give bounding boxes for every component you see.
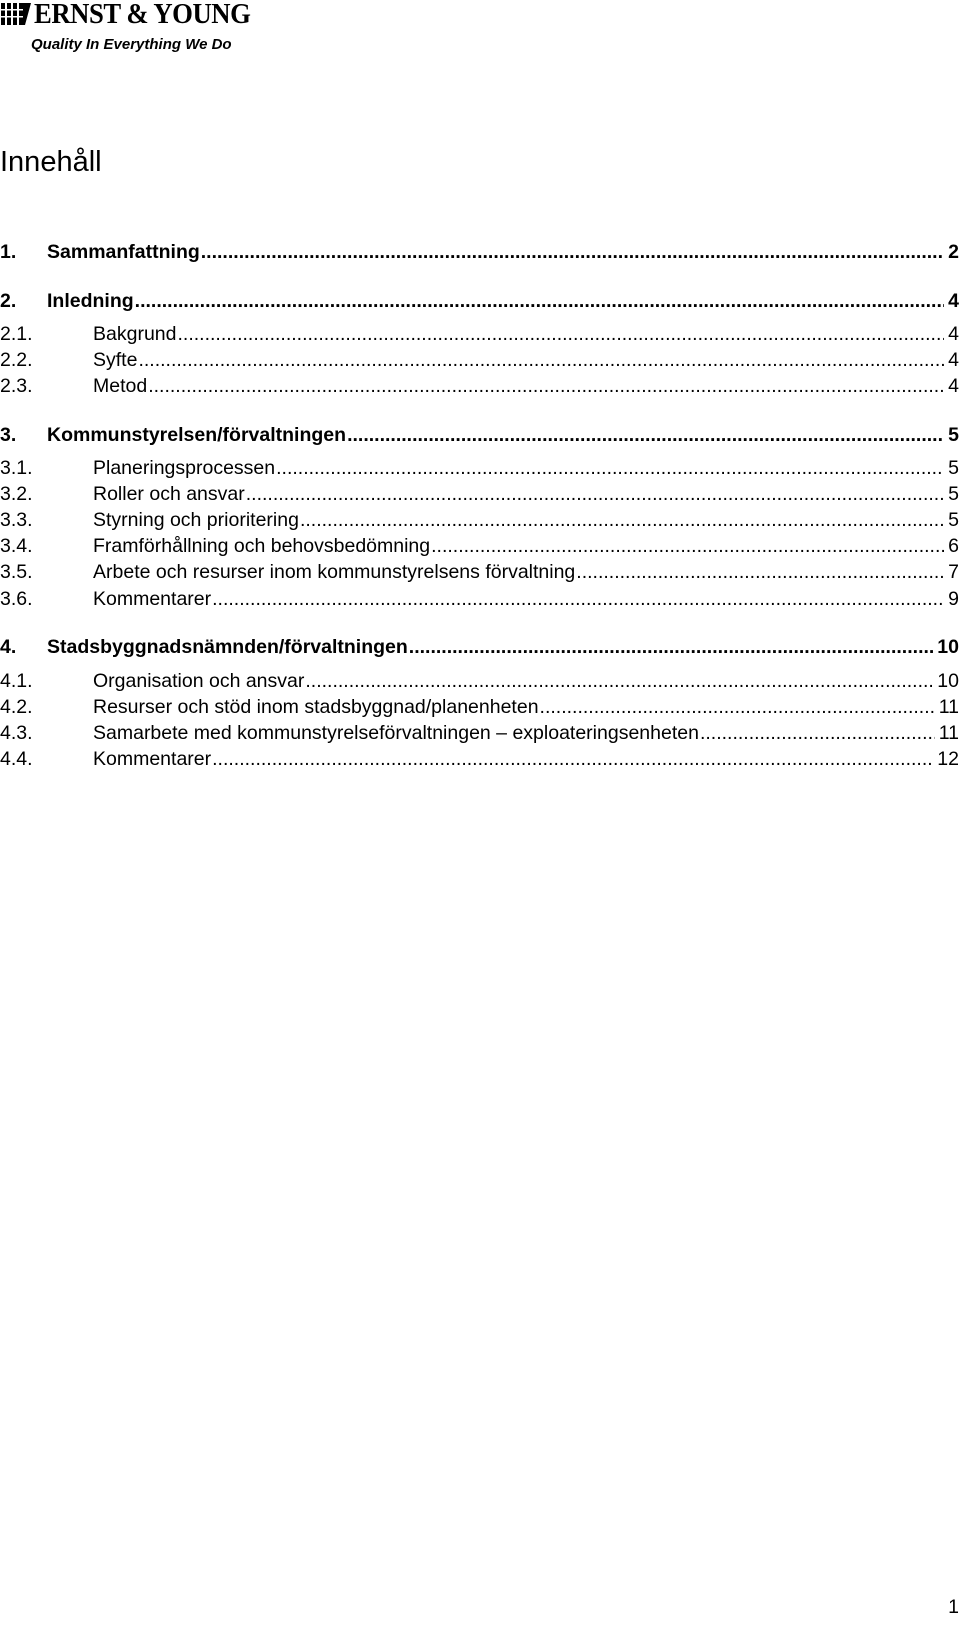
toc-dot-leader (276, 456, 944, 480)
toc-entry[interactable] (0, 482, 960, 506)
toc-entry-number: 3.2. (0, 483, 33, 505)
toc-entry-text (47, 635, 960, 659)
toc-entry-number: 3.1. (0, 457, 33, 479)
toc-entry-label: Metod (93, 375, 148, 397)
toc-dot-leader (431, 534, 944, 558)
toc-entry[interactable] (0, 289, 960, 313)
toc-entry-number: 2. (0, 290, 17, 312)
toc-entry-page: 9 (948, 588, 959, 610)
toc-entry-text (93, 695, 960, 719)
toc-entry-text (93, 456, 960, 480)
toc-dot-leader (148, 374, 944, 398)
toc-dot-leader (212, 587, 944, 611)
toc-entry-text (93, 508, 960, 532)
toc-entry-number: 4.4. (0, 748, 33, 770)
toc-entry[interactable] (0, 747, 960, 771)
toc-entry-page: 5 (948, 483, 959, 505)
toc-dot-leader (576, 560, 944, 584)
toc-entry[interactable] (0, 560, 960, 584)
toc-entry-number: 3.5. (0, 561, 33, 583)
toc-entry-text (93, 721, 960, 745)
toc-dot-leader (305, 669, 933, 693)
toc-entry-text (93, 374, 960, 398)
toc-entry-label: Sammanfattning (47, 241, 200, 263)
toc-entry-number: 3.6. (0, 588, 33, 610)
toc-entry-page: 4 (948, 323, 959, 345)
toc-dot-leader (700, 721, 935, 745)
toc-entry-label: Arbete och resurser inom kommunstyrelsens förvaltning (93, 561, 576, 583)
toc-entry-label: Styrning och prioritering (93, 509, 299, 531)
toc-entry-number: 3. (0, 424, 17, 446)
toc-entry-text (47, 423, 960, 447)
toc-dot-leader (135, 289, 944, 313)
toc-entry-text (93, 587, 960, 611)
toc-entry-text (47, 289, 960, 313)
ernst-young-logo (0, 0, 260, 60)
toc-entry-page: 10 (937, 636, 959, 658)
toc-dot-leader (246, 482, 944, 506)
toc-entry[interactable] (0, 669, 960, 693)
toc-entry-label: Inledning (47, 290, 134, 312)
toc-entry-text (93, 669, 960, 693)
toc-entry-label: Kommunstyrelsen/förvaltningen (47, 424, 347, 446)
toc-entry-number: 1. (0, 241, 17, 263)
toc-entry-number: 3.4. (0, 535, 33, 557)
brand-tagline: Quality In Everything We Do (31, 36, 232, 53)
toc-entry-text (93, 482, 960, 506)
toc-entry-page: 5 (948, 509, 959, 531)
toc-entry-number: 2.1. (0, 323, 33, 345)
toc-dot-leader (540, 695, 935, 719)
toc-entry-label: Kommentarer (93, 588, 212, 610)
toc-entry-page: 5 (948, 457, 959, 479)
toc-entry-text (93, 747, 960, 771)
toc-entry[interactable] (0, 240, 960, 264)
toc-entry-page: 7 (948, 561, 959, 583)
toc-entry-label: Planeringsprocessen (93, 457, 276, 479)
ernst-young-logo-mark-icon (1, 2, 31, 26)
page-number: 1 (948, 1596, 959, 1618)
toc-entry-label: Stadsbyggnadsnämnden/förvaltningen (47, 636, 408, 658)
toc-entry-page: 11 (938, 696, 959, 718)
toc-entry-page: 12 (937, 748, 959, 770)
toc-entry-label: Bakgrund (93, 323, 177, 345)
brand-name: ERNST & YOUNG (34, 0, 251, 30)
toc-entry-label: Syfte (93, 349, 138, 371)
toc-entry-label: Kommentarer (93, 748, 212, 770)
toc-entry-text (93, 534, 960, 558)
toc-entry-text (93, 322, 960, 346)
toc-entry-number: 2.2. (0, 349, 33, 371)
toc-entry-label: Resurser och stöd inom stadsbyggnad/planenheten (93, 696, 539, 718)
toc-dot-leader (212, 747, 933, 771)
toc-entry-page: 2 (948, 241, 959, 263)
toc-entry-page: 4 (948, 290, 959, 312)
toc-entry-label: Roller och ansvar (93, 483, 245, 505)
toc-entry[interactable] (0, 456, 960, 480)
toc-dot-leader (138, 348, 944, 372)
toc-entry-label: Organisation och ansvar (93, 670, 305, 692)
toc-entry-number: 3.3. (0, 509, 33, 531)
toc-entry[interactable] (0, 695, 960, 719)
toc-dot-leader (300, 508, 944, 532)
toc-entry-number: 4.2. (0, 696, 33, 718)
toc-dot-leader (177, 322, 944, 346)
toc-entry-text (93, 560, 960, 584)
toc-entry-number: 2.3. (0, 375, 33, 397)
toc-entry[interactable] (0, 322, 960, 346)
toc-dot-leader (409, 635, 934, 659)
toc-entry-number: 4.3. (0, 722, 33, 744)
toc-entry-text (47, 240, 960, 264)
toc-title: Innehåll (0, 146, 102, 178)
toc-entry[interactable] (0, 348, 960, 372)
toc-entry-text (93, 348, 960, 372)
toc-dot-leader (347, 423, 944, 447)
toc-entry-label: Framförhållning och behovsbedömning (93, 535, 431, 557)
toc-entry-label: Samarbete med kommunstyrelseförvaltningen – exploateringsenheten (93, 722, 699, 744)
toc-entry-page: 10 (937, 670, 959, 692)
toc-entry-page: 11 (938, 722, 959, 744)
toc-entry-page: 5 (948, 424, 959, 446)
toc-entry-page: 4 (948, 349, 959, 371)
toc-entry-page: 4 (948, 375, 959, 397)
toc-entry[interactable] (0, 721, 960, 745)
toc-entry-number: 4. (0, 636, 17, 658)
toc-entry-number: 4.1. (0, 670, 33, 692)
toc-entry[interactable] (0, 508, 960, 532)
toc-dot-leader (201, 240, 944, 264)
toc-entry[interactable] (0, 534, 960, 558)
toc-entry[interactable] (0, 587, 960, 611)
toc-entry-page: 6 (948, 535, 959, 557)
toc-entry[interactable] (0, 423, 960, 447)
toc-entry[interactable] (0, 374, 960, 398)
toc-entry[interactable] (0, 635, 960, 659)
